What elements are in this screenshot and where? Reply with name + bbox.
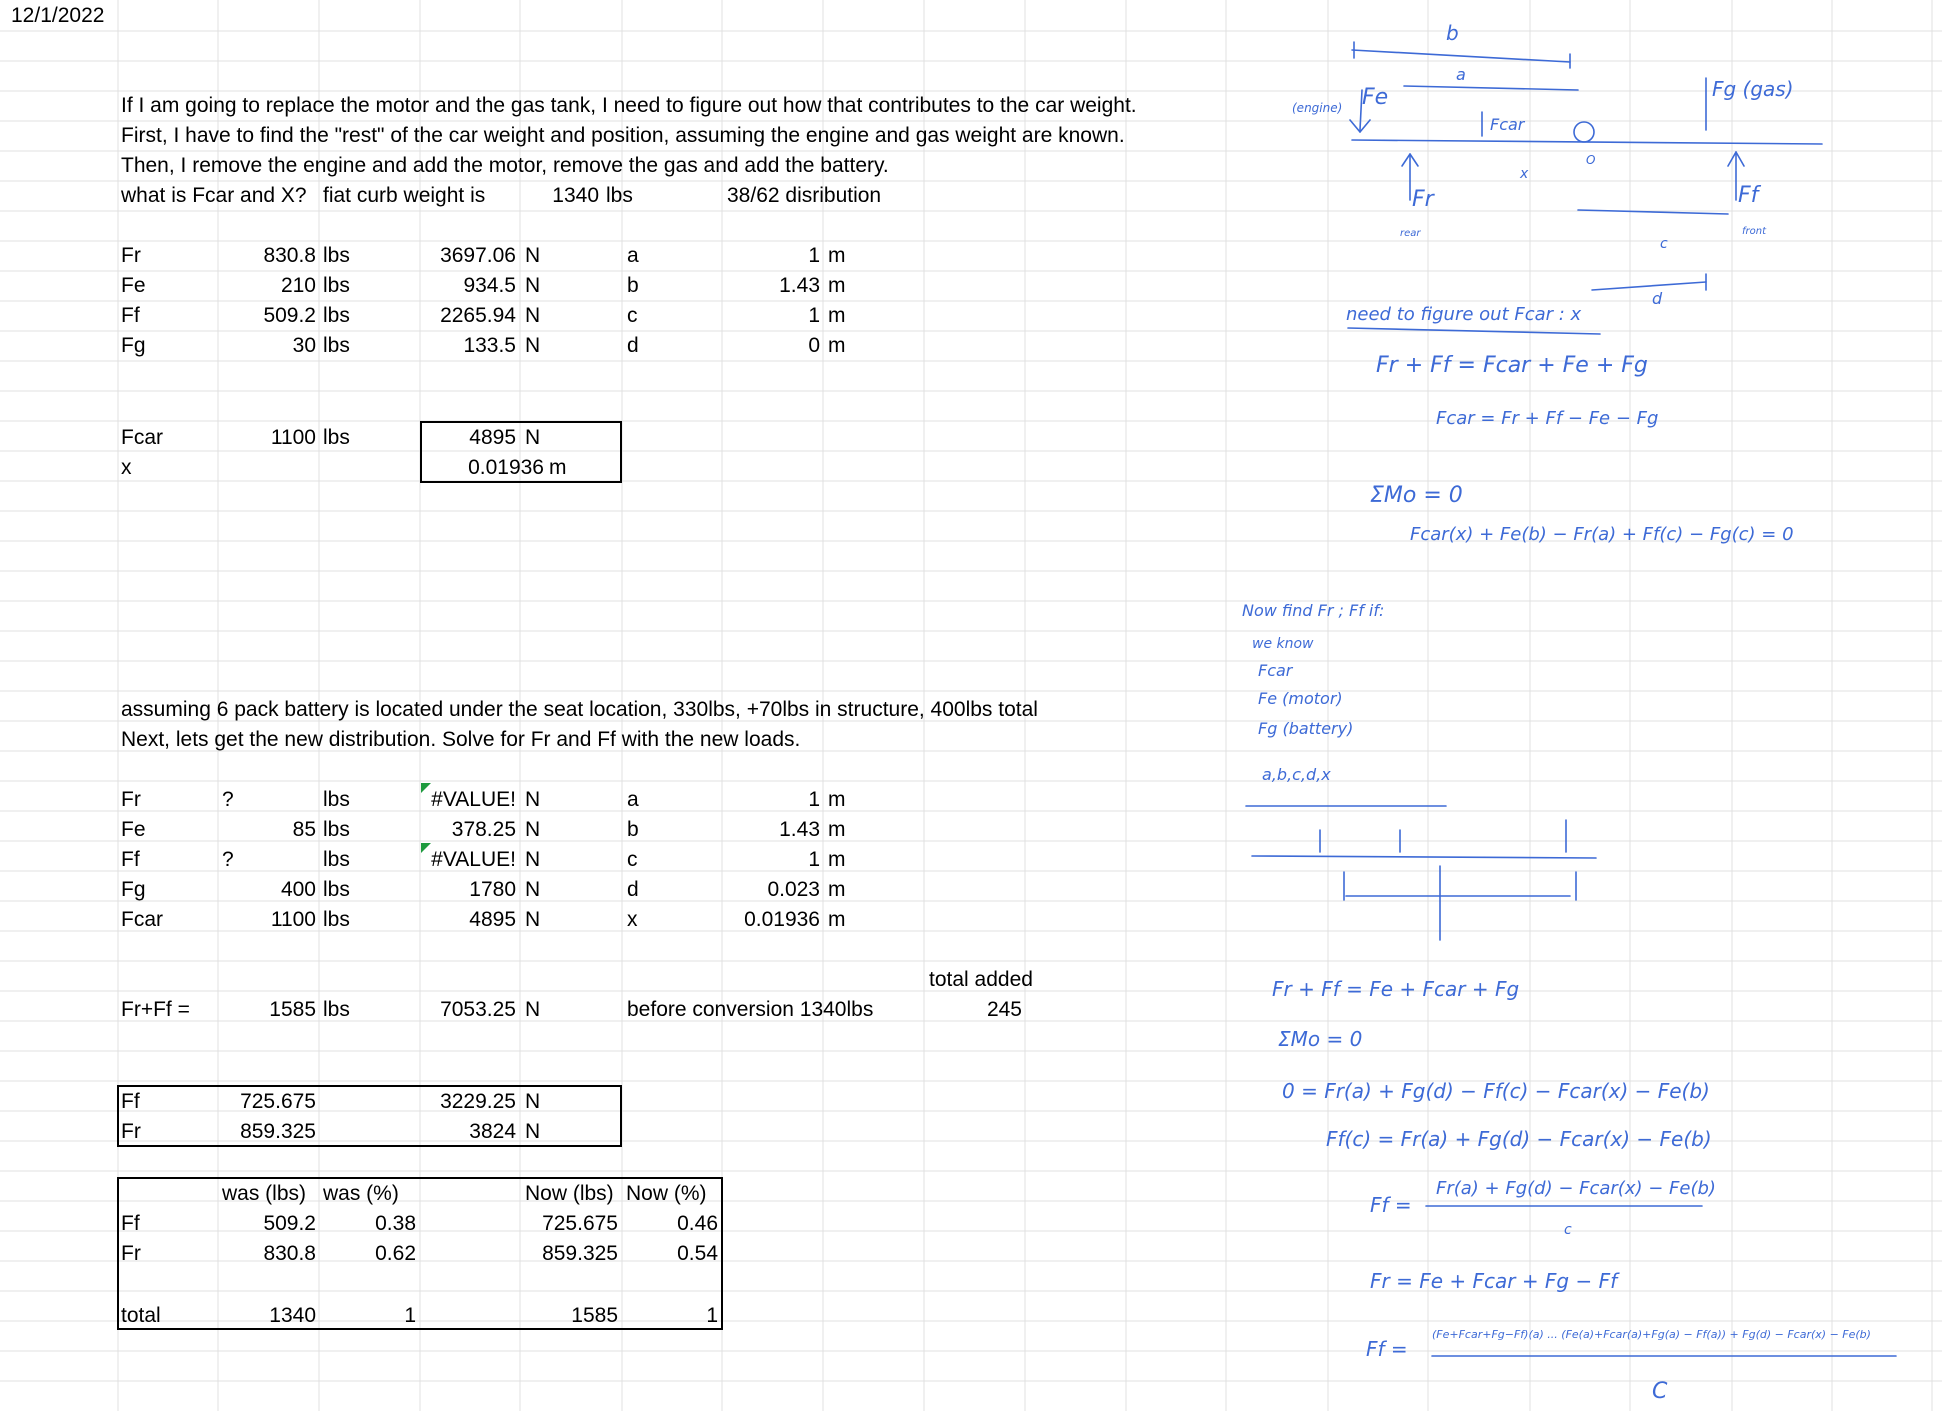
t2-fcar-lbs[interactable]: 1100: [270, 908, 316, 931]
fcar-name[interactable]: Fcar: [121, 426, 163, 449]
t2-ff-name[interactable]: Ff: [121, 848, 140, 871]
sketch-x-label: x: [1520, 166, 1529, 182]
sum-n-unit[interactable]: N: [525, 998, 541, 1021]
result-ff-n-unit[interactable]: N: [525, 1090, 541, 1113]
t1-fe-n-unit[interactable]: N: [525, 274, 541, 297]
sketch-o-label: O: [1586, 153, 1596, 167]
header-was-pct[interactable]: was (%): [323, 1182, 399, 1205]
t1-fr-name[interactable]: Fr: [121, 244, 141, 267]
t2-fe-n[interactable]: 378.25: [451, 818, 516, 841]
t1-fe-lbs-unit[interactable]: lbs: [323, 274, 350, 297]
t2-fcar-n[interactable]: 4895: [469, 908, 516, 931]
sketch-ff-eq-2: Ff =: [1366, 1337, 1408, 1361]
t2-fr-var[interactable]: a: [627, 788, 639, 811]
t2-fcar-lbs-unit[interactable]: lbs: [323, 908, 350, 931]
sketch-eq10: Fr = Fe + Fcar + Fg − Ff: [1370, 1269, 1618, 1293]
before-conversion[interactable]: before conversion 1340lbs: [627, 998, 874, 1021]
t1-fr-lbs[interactable]: 830.8: [263, 244, 316, 267]
question-cell[interactable]: what is Fcar and X?: [121, 184, 307, 207]
cmp-total-name[interactable]: total: [121, 1304, 161, 1327]
t1-fr-dist[interactable]: 1: [808, 244, 820, 267]
new-distribution-box: [117, 1085, 622, 1147]
sketch-eq5: Fr + Ff = Fe + Fcar + Fg: [1272, 977, 1520, 1001]
t1-fe-dist-unit[interactable]: m: [828, 274, 846, 297]
date-cell[interactable]: 12/1/2022: [11, 4, 105, 27]
t2-fe-var[interactable]: b: [627, 818, 639, 841]
t1-fg-name[interactable]: Fg: [121, 334, 146, 357]
cmp-ff-was-pct[interactable]: 0.38: [375, 1212, 416, 1235]
sketch-eq2: Fcar = Fr + Ff − Fe − Fg: [1436, 408, 1659, 429]
curb-value-cell[interactable]: 1340: [552, 184, 599, 207]
cmp-total-now-pct[interactable]: 1: [706, 1304, 718, 1327]
result-fr-lbs[interactable]: 859.325: [240, 1120, 316, 1143]
t2-fg-var[interactable]: d: [627, 878, 639, 901]
t1-fr-n-unit[interactable]: N: [525, 244, 541, 267]
sketch-ff-eq: Ff =: [1370, 1193, 1412, 1217]
sketch-engine-label: (engine): [1292, 101, 1343, 115]
t2-fr-n-unit[interactable]: N: [525, 788, 541, 811]
t1-ff-lbs-unit[interactable]: lbs: [323, 304, 350, 327]
sketch-dim-b: b: [1446, 21, 1459, 45]
result-ff-lbs[interactable]: 725.675: [240, 1090, 316, 1113]
cmp-ff-now-pct[interactable]: 0.46: [677, 1212, 718, 1235]
t2-fcar-dist-unit[interactable]: m: [828, 908, 846, 931]
sketch-fr-label: Fr: [1412, 187, 1434, 212]
sum-lbs-unit[interactable]: lbs: [323, 998, 350, 1021]
t2-ff-lbs[interactable]: ?: [222, 848, 234, 871]
t2-fr-n[interactable]: #VALUE!: [431, 788, 516, 811]
x-unit[interactable]: m: [549, 456, 567, 479]
sketch-k2: Fe (motor): [1258, 689, 1343, 708]
t2-fe-n-unit[interactable]: N: [525, 818, 541, 841]
t1-fg-n[interactable]: 133.5: [463, 334, 516, 357]
cmp-total-was-pct[interactable]: 1: [404, 1304, 416, 1327]
distribution-note[interactable]: Next, lets get the new distribution. Solve for Fr and Ff with the new loads.: [121, 728, 801, 751]
sketch-eq9: Fr(a) + Fg(d) − Fcar(x) − Fe(b): [1436, 1178, 1716, 1199]
distribution-cell[interactable]: 38/62 disribution: [727, 184, 882, 207]
header-now-pct[interactable]: Now (%): [626, 1182, 707, 1205]
t2-fcar-dist[interactable]: 0.01936: [744, 908, 820, 931]
t2-fcar-var[interactable]: x: [627, 908, 638, 931]
sketch-we-know: we know: [1252, 636, 1314, 652]
cmp-fr-now-lbs[interactable]: 859.325: [542, 1242, 618, 1265]
t1-ff-var[interactable]: c: [627, 304, 638, 327]
note-line-2[interactable]: First, I have to find the "rest" of the car weight and position, assuming the engine and gas weight are known.: [121, 124, 1125, 147]
sketch-fcar-label: Fcar: [1490, 115, 1525, 134]
cmp-ff-now-lbs[interactable]: 725.675: [542, 1212, 618, 1235]
note-line-3[interactable]: Then, I remove the engine and add the motor, remove the gas and add the battery.: [121, 154, 889, 177]
result-fr-name[interactable]: Fr: [121, 1120, 141, 1143]
cmp-fr-was-pct[interactable]: 0.62: [375, 1242, 416, 1265]
t2-fr-lbs[interactable]: ?: [222, 788, 234, 811]
cmp-fr-name[interactable]: Fr: [121, 1242, 141, 1265]
t2-fg-dist-unit[interactable]: m: [828, 878, 846, 901]
t1-fr-n[interactable]: 3697.06: [440, 244, 516, 267]
sketch-ff-label: Ff: [1738, 183, 1759, 208]
t1-fr-var[interactable]: a: [627, 244, 639, 267]
t1-fe-name[interactable]: Fe: [121, 274, 146, 297]
total-added-label[interactable]: total added: [929, 968, 1033, 991]
cmp-fr-now-pct[interactable]: 0.54: [677, 1242, 718, 1265]
t2-fg-name[interactable]: Fg: [121, 878, 146, 901]
t2-fg-lbs[interactable]: 400: [280, 878, 316, 901]
sketch-c-den-2: C: [1652, 1379, 1668, 1404]
sum-lbs[interactable]: 1585: [269, 998, 316, 1021]
t2-fr-name[interactable]: Fr: [121, 788, 141, 811]
t1-fe-lbs[interactable]: 210: [280, 274, 316, 297]
cmp-fr-was-lbs[interactable]: 830.8: [263, 1242, 316, 1265]
t2-fe-dist-unit[interactable]: m: [828, 818, 846, 841]
t2-ff-dist-unit[interactable]: m: [828, 848, 846, 871]
x-value[interactable]: 0.01936: [468, 456, 544, 479]
t2-ff-dist[interactable]: 1: [808, 848, 820, 871]
header-was-lbs[interactable]: was (lbs): [222, 1182, 307, 1205]
curb-label-cell[interactable]: fiat curb weight is: [323, 184, 486, 207]
battery-note[interactable]: assuming 6 pack battery is located under the seat location, 330lbs, +70lbs in structure, 400lbs total: [121, 698, 1038, 721]
sketch-fe: Fe: [1362, 85, 1389, 110]
t2-fg-dist[interactable]: 0.023: [767, 878, 820, 901]
sketch-eq6: ΣMo = 0: [1278, 1027, 1363, 1051]
fcar-n-unit[interactable]: N: [525, 426, 541, 449]
t2-fe-dist[interactable]: 1.43: [779, 818, 820, 841]
t2-fe-lbs[interactable]: 85: [292, 818, 316, 841]
total-added-value[interactable]: 245: [986, 998, 1022, 1021]
t1-ff-dist-unit[interactable]: m: [828, 304, 846, 327]
result-ff-name[interactable]: Ff: [121, 1090, 140, 1113]
sketch-k4: a,b,c,d,x: [1262, 765, 1331, 784]
t2-fr-dist-unit[interactable]: m: [828, 788, 846, 811]
sketch-k1: Fcar: [1258, 661, 1293, 680]
t2-ff-var[interactable]: c: [627, 848, 638, 871]
sum-name[interactable]: Fr+Ff =: [121, 998, 190, 1021]
t1-fe-var[interactable]: b: [627, 274, 639, 297]
result-fr-n[interactable]: 3824: [469, 1120, 516, 1143]
header-now-lbs[interactable]: Now (lbs): [525, 1182, 614, 1205]
t2-fe-name[interactable]: Fe: [121, 818, 146, 841]
t1-ff-dist[interactable]: 1: [808, 304, 820, 327]
sketch-front: front: [1742, 226, 1767, 237]
t1-ff-lbs[interactable]: 509.2: [263, 304, 316, 327]
sketch-now-line: Now find Fr ; Ff if:: [1242, 601, 1385, 620]
curb-unit-cell[interactable]: lbs: [606, 184, 633, 207]
cmp-total-was-lbs[interactable]: 1340: [269, 1304, 316, 1327]
t2-fr-dist[interactable]: 1: [808, 788, 820, 811]
sketch-rear: rear: [1400, 228, 1421, 239]
sketch-eq8: Ff(c) = Fr(a) + Fg(d) − Fcar(x) − Fe(b): [1326, 1127, 1712, 1151]
t1-fg-lbs-unit[interactable]: lbs: [323, 334, 350, 357]
t2-ff-lbs-unit[interactable]: lbs: [323, 848, 350, 871]
t1-fg-dist[interactable]: 0: [808, 334, 820, 357]
t2-fcar-n-unit[interactable]: N: [525, 908, 541, 931]
t1-fg-dist-unit[interactable]: m: [828, 334, 846, 357]
t1-fe-dist[interactable]: 1.43: [779, 274, 820, 297]
fcar-lbs[interactable]: 1100: [270, 426, 316, 449]
t1-fg-var[interactable]: d: [627, 334, 639, 357]
t1-fg-n-unit[interactable]: N: [525, 334, 541, 357]
result-fr-n-unit[interactable]: N: [525, 1120, 541, 1143]
fcar-n[interactable]: 4895: [469, 426, 516, 449]
x-name[interactable]: x: [121, 456, 132, 479]
t2-ff-n[interactable]: #VALUE!: [431, 848, 516, 871]
sketch-eq11: (Fe+Fcar+Fg−Ff)(a) ... (Fe(a)+Fcar(a)+Fg(a) − Ff(a)) + Fg(d) − Fcar(x) − Fe(b): [1432, 1328, 1871, 1341]
sketch-eq4: Fcar(x) + Fe(b) − Fr(a) + Ff(c) − Fg(c) = 0: [1410, 524, 1794, 545]
t1-ff-n-unit[interactable]: N: [525, 304, 541, 327]
t1-fr-dist-unit[interactable]: m: [828, 244, 846, 267]
sketch-c-label: c: [1660, 236, 1668, 252]
cmp-total-now-lbs[interactable]: 1585: [571, 1304, 618, 1327]
t1-fg-lbs[interactable]: 30: [292, 334, 316, 357]
t2-fg-n-unit[interactable]: N: [525, 878, 541, 901]
cmp-ff-was-lbs[interactable]: 509.2: [263, 1212, 316, 1235]
t1-fr-lbs-unit[interactable]: lbs: [323, 244, 350, 267]
t2-fg-n[interactable]: 1780: [469, 878, 516, 901]
result-ff-n[interactable]: 3229.25: [440, 1090, 516, 1113]
sketch-dim-a: a: [1456, 65, 1466, 84]
t2-fe-lbs-unit[interactable]: lbs: [323, 818, 350, 841]
t1-ff-n[interactable]: 2265.94: [440, 304, 516, 327]
sketch-eq3: ΣMo = 0: [1370, 483, 1463, 508]
sketch-eq7: 0 = Fr(a) + Fg(d) − Ff(c) − Fcar(x) − Fe(b): [1282, 1079, 1710, 1103]
cmp-ff-name[interactable]: Ff: [121, 1212, 140, 1235]
t2-ff-n-unit[interactable]: N: [525, 848, 541, 871]
t2-fcar-name[interactable]: Fcar: [121, 908, 163, 931]
sketch-d-label: d: [1652, 289, 1663, 308]
t2-fg-lbs-unit[interactable]: lbs: [323, 878, 350, 901]
fcar-lbs-unit[interactable]: lbs: [323, 426, 350, 449]
sketch-c-den: c: [1564, 1222, 1572, 1238]
sketch-eq1: Fr + Ff = Fcar + Fe + Fg: [1376, 353, 1648, 378]
sketch-need-line: need to figure out Fcar : x: [1346, 304, 1582, 325]
sum-n[interactable]: 7053.25: [440, 998, 516, 1021]
sketch-fg-gas: Fg (gas): [1712, 77, 1794, 101]
t1-ff-name[interactable]: Ff: [121, 304, 140, 327]
sketch-k3: Fg (battery): [1258, 719, 1354, 738]
note-line-1[interactable]: If I am going to replace the motor and the gas tank, I need to figure out how that contributes to the car weight.: [121, 94, 1137, 117]
t1-fe-n[interactable]: 934.5: [463, 274, 516, 297]
t2-fr-lbs-unit[interactable]: lbs: [323, 788, 350, 811]
